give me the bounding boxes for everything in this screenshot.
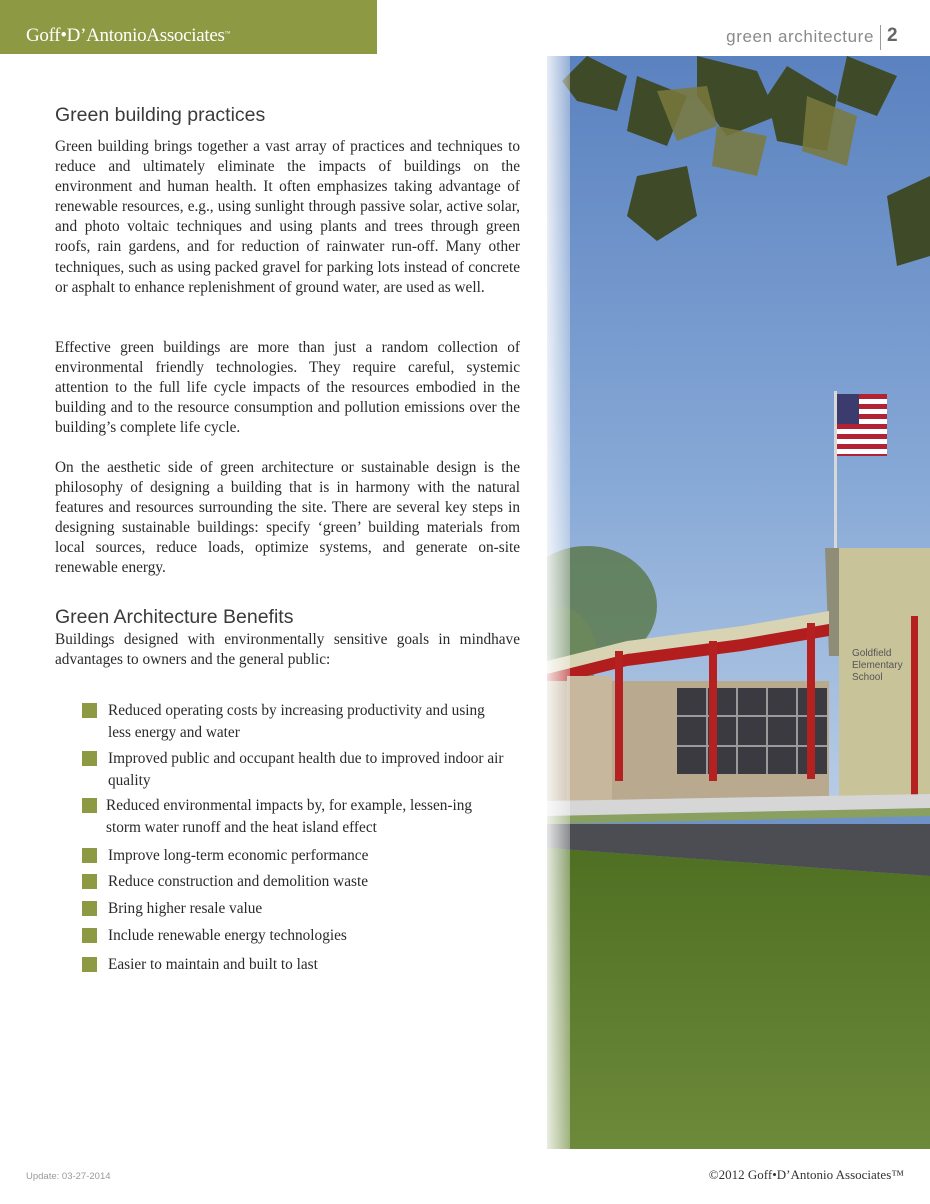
bullet-square-icon	[82, 928, 97, 943]
building-sign-line-2: Elementary	[852, 660, 903, 671]
list-item-text: Easier to maintain and built to last	[108, 956, 318, 973]
heading-benefits: Green Architecture Benefits	[55, 606, 294, 628]
page-number: 2	[887, 25, 898, 46]
list-item-text: Reduced environmental impacts by, for example, lessen-ing storm water runoff and the heat island effect	[106, 797, 473, 836]
list-item-text: Reduced operating costs by increasing productivity and using less energy and water	[108, 702, 485, 741]
building-sign-line-3: School	[852, 672, 883, 683]
building-sign-line-1: Goldfield	[852, 648, 892, 659]
list-item-text: Improved public and occupant health due to improved indoor air quality	[108, 750, 504, 789]
benefits-intro: Buildings designed with environmentally sensitive goals in mindhave advantages to owners and the general public:	[55, 631, 520, 669]
heading-green-building-practices: Green building practices	[55, 104, 266, 126]
bullet-square-icon	[82, 901, 97, 916]
bullet-square-icon	[82, 848, 97, 863]
flag-icon	[837, 394, 887, 456]
copyright-notice: ©2012 Goff•D’Antonio Associates™	[708, 1167, 904, 1182]
bullet-square-icon	[82, 751, 97, 766]
school-rendering-illustration	[547, 56, 930, 1149]
brand-name: Goff•D’AntonioAssociates	[26, 25, 225, 46]
brand-bar	[0, 0, 377, 54]
list-item-text: Bring higher resale value	[108, 900, 263, 917]
bullet-square-icon	[82, 957, 97, 972]
page-divider	[880, 25, 881, 50]
section-title: green architecture	[726, 27, 874, 46]
bullet-square-icon	[82, 874, 97, 889]
list-item-text: Improve long-term economic performance	[108, 847, 369, 864]
paragraph-3: On the aesthetic side of green architecture or sustainable design is the philosophy of designing a building that is in harmony with the natural features and resources surrounding the site. There are several key steps in designing sustainable buildings: specify ‘green’ building materials from local sources, reduce loads, optimize systems, and generate on-site renewable energy.	[55, 459, 520, 577]
list-item-text: Reduce construction and demolition waste	[108, 873, 368, 890]
brand-trademark: ™	[224, 31, 231, 37]
list-item-text: Include renewable energy technologies	[108, 927, 347, 944]
bullet-square-icon	[82, 798, 97, 813]
paragraph-2: Effective green buildings are more than just a random collection of environmental friendly technologies. They require careful, systemic attention to the full life cycle impacts of the resources embodied in the building and to the resource consumption and pollution emissions over the building’s complete life cycle.	[55, 339, 520, 437]
school-rendering-image	[547, 56, 930, 1149]
bullet-square-icon	[82, 703, 97, 718]
brand-logo	[26, 25, 230, 47]
photo-fade-overlay	[547, 56, 570, 1149]
update-date: Update: 03-27-2014	[26, 1171, 111, 1182]
paragraph-1: Green building brings together a vast array of practices and techniques to reduce and ultimately eliminate the impacts of buildings on the environment and human health. It often emphasizes taking advantage of renewable resources, e.g., using sunlight through passive solar, active solar, and photo voltaic techniques and using plants and trees through green roofs, rain gardens, and for reduction of rainwater run-off. Many other techniques, such as using packed gravel for parking lots instead of concrete or asphalt to enhance replenishment of ground water, are used as well.	[55, 138, 520, 296]
